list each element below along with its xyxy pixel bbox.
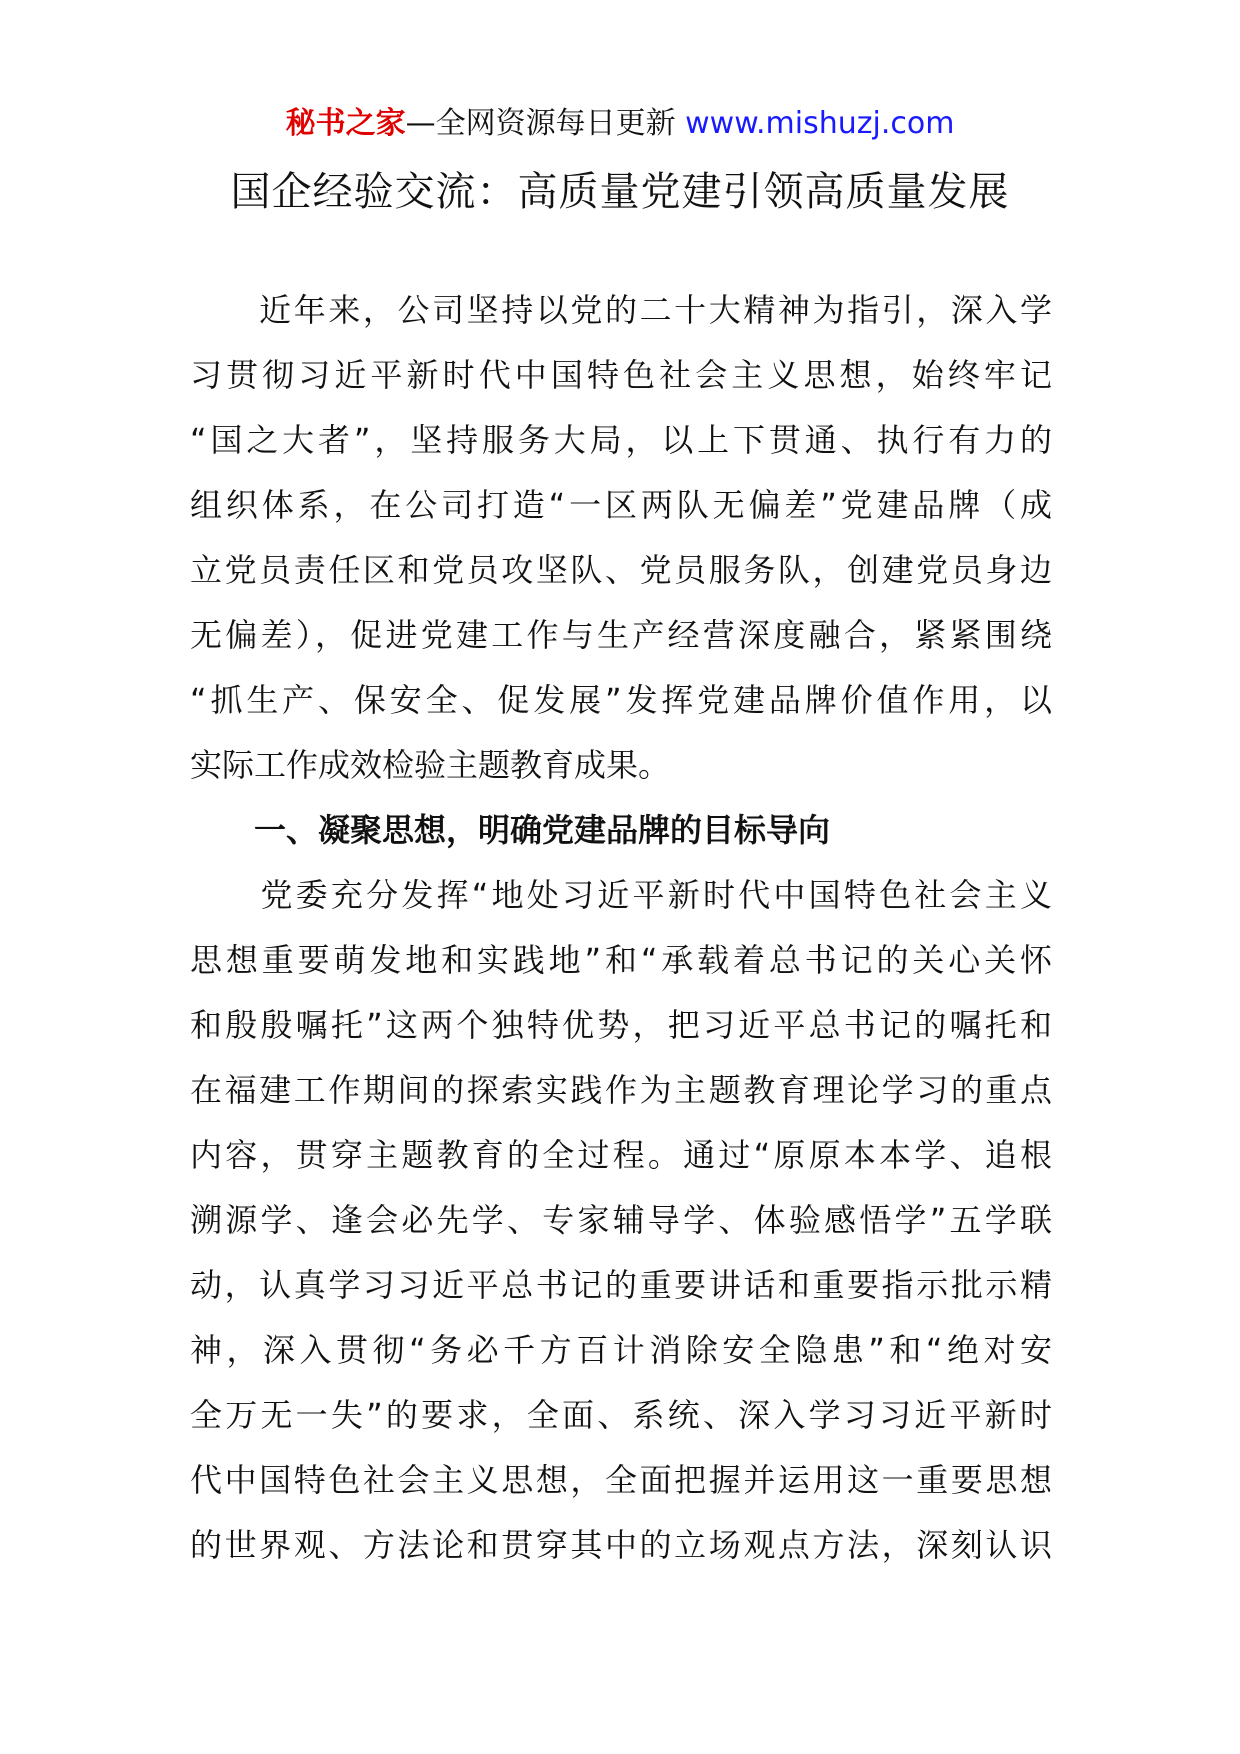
body-line: 在福建工作期间的探索实践作为主题教育理论学习的重点 [190, 1071, 1052, 1109]
body-line: 的世界观、方法论和贯穿其中的立场观点方法，深刻认识 [190, 1526, 1052, 1564]
body-line: 立党员责任区和党员攻坚队、党员服务队，创建党员身边 [190, 551, 1052, 589]
site-slogan: —全网资源每日更新 [405, 106, 676, 141]
body-line: 全万无一失”的要求，全面、系统、深入学习习近平新时 [190, 1396, 1052, 1434]
body-line: 溯源学、逢会必先学、专家辅导学、体验感悟学”五学联 [190, 1201, 1052, 1239]
body-line: “国之大者”，坚持服务大局，以上下贯通、执行有力的 [190, 421, 1052, 459]
site-brand: 秘书之家 [285, 106, 406, 141]
body-line: 党委充分发挥“地处习近平新时代中国特色社会主义 [190, 876, 1052, 914]
body-line: 实际工作成效检验主题教育成果。 [190, 746, 671, 784]
body-line: 和殷殷嘱托”这两个独特优势，把习近平总书记的嘱托和 [190, 1006, 1052, 1044]
body-line: 无偏差），促进党建工作与生产经营深度融合，紧紧围绕 [190, 616, 1052, 654]
body-line: “抓生产、保安全、促发展”发挥党建品牌价值作用，以 [190, 681, 1052, 719]
body-line: 组织体系，在公司打造“一区两队无偏差”党建品牌（成 [190, 486, 1052, 524]
body-line: 思想重要萌发地和实践地”和“承载着总书记的关心关怀 [190, 941, 1052, 979]
body-line: 代中国特色社会主义思想，全面把握并运用这一重要思想 [190, 1461, 1052, 1499]
body-line: 习贯彻习近平新时代中国特色社会主义思想，始终牢记 [190, 356, 1052, 394]
document-title: 国企经验交流：高质量党建引领高质量发展 [230, 169, 1010, 215]
body-line: 近年来，公司坚持以党的二十大精神为指引，深入学 [190, 291, 1052, 329]
body-line: 内容，贯穿主题教育的全过程。通过“原原本本学、追根 [190, 1136, 1052, 1174]
document-body [190, 290, 1052, 1590]
site-url-link[interactable]: www.mishuzj.com [685, 106, 955, 141]
body-line: 动，认真学习习近平总书记的重要讲话和重要指示批示精 [190, 1266, 1052, 1304]
body-line: 神，深入贯彻“务必千方百计消除安全隐患”和“绝对安 [190, 1331, 1052, 1369]
section-heading: 一、凝聚思想，明确党建品牌的目标导向 [190, 811, 831, 849]
site-header [0, 100, 1240, 148]
